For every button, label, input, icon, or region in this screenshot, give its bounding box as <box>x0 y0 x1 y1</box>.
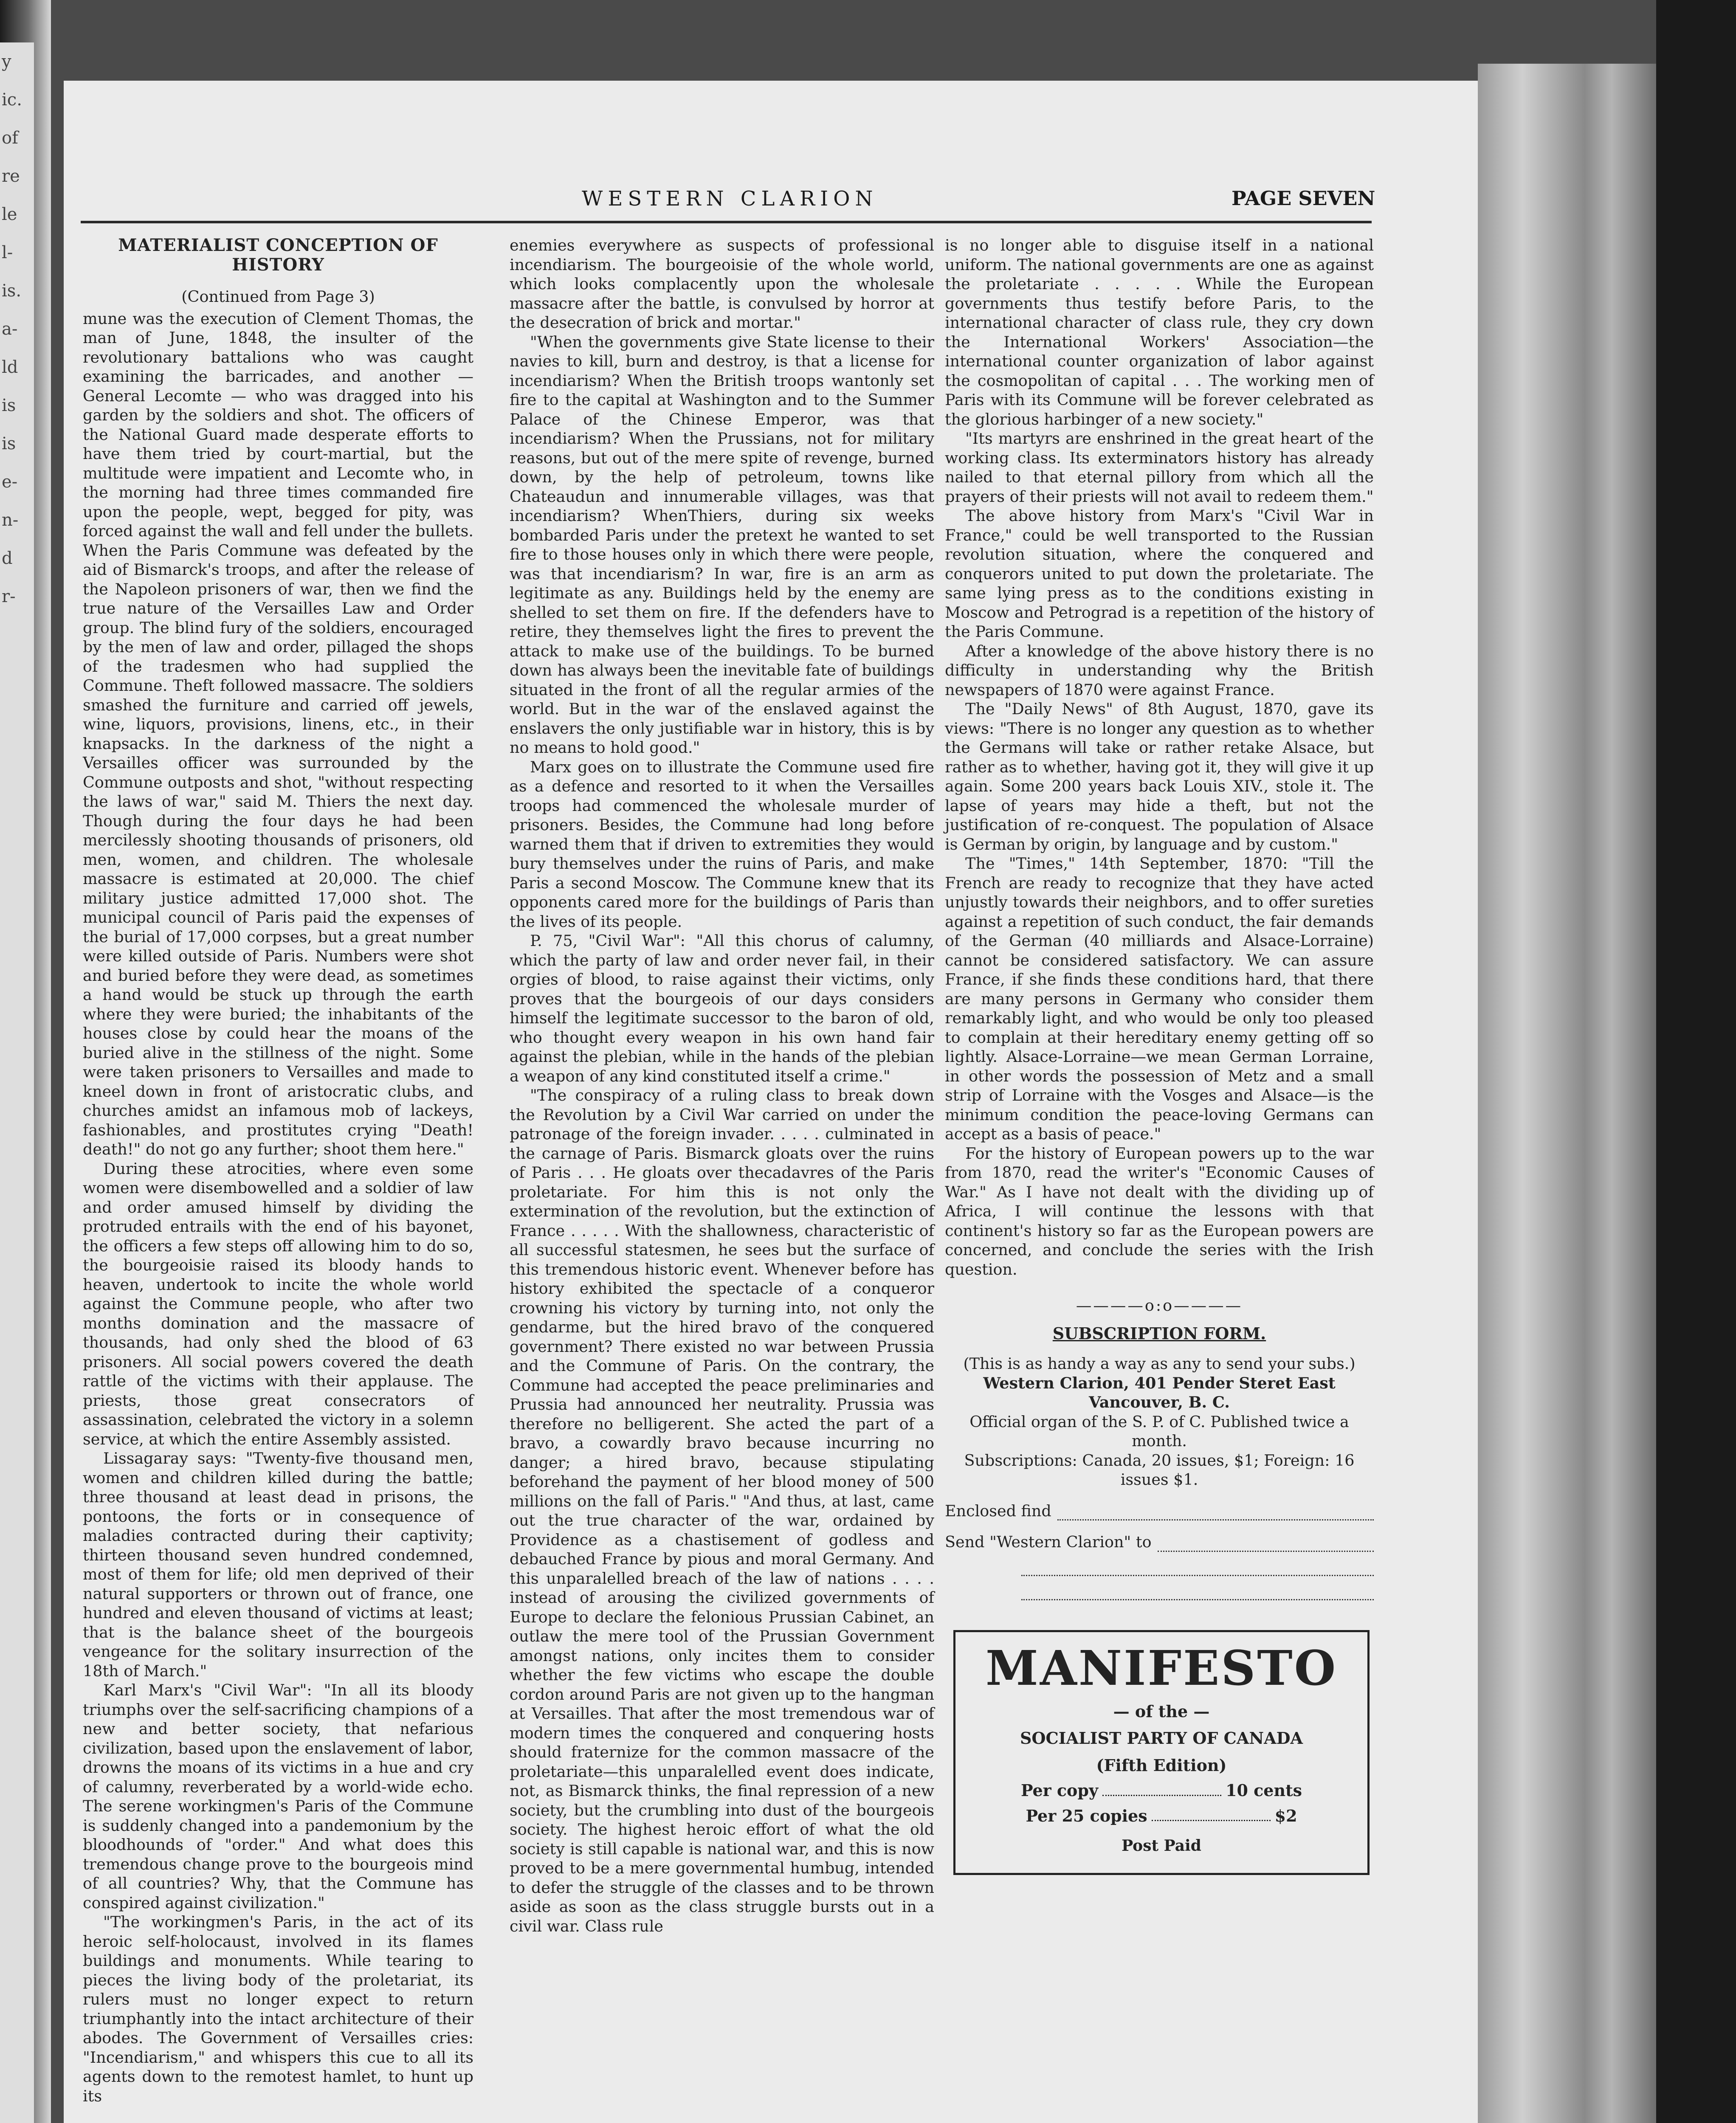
subscription-form <box>945 1324 1374 1600</box>
fragment-text: y <box>2 52 11 71</box>
paragraph: P. 75, "Civil War": "All this chorus of calumny, which the party of law and order never fail, in their orgies of blood, to raise against their victims, only proves that the bourgeois of our days considers himself the legitimate successor to the baron of old, who thought every weapon in his own hand fair against the plebian, while in the hands of the plebian a weapon of any kind constituted itself a crime." <box>510 932 934 1085</box>
paragraph: The above history from Marx's "Civil War in France," could be well transported to the Russian revolution situation, where the conquered and conquerors united to put down the proletariate. The same lying press as to the conditions existing in Moscow and Petrograd is a repetition of the history of the Paris Commune. <box>945 507 1374 641</box>
fragment-text: a- <box>2 319 18 339</box>
price-value: $2 <box>1274 1806 1297 1825</box>
manifesto-party: SOCIALIST PARTY OF CANADA <box>1020 1729 1303 1748</box>
paragraph: The "Daily News" of 8th August, 1870, gave its views: "There is no longer any question as to whether the Germans will take or rather retake Alsace, but rather as to whether, having got it, they will give it up again. Some 200 years back Louis XIV., stole it. The lapse of years may hide a theft, but not the justification of re-conquest. The population of Alsace is German by origin, by language and by custom." <box>945 700 1374 853</box>
subscription-rates: Subscriptions: Canada, 20 issues, $1; Foreign: 16 issues $1. <box>964 1451 1355 1489</box>
send-to-label: Send "Western Clarion" to <box>945 1533 1152 1551</box>
fragment-text: of <box>2 128 18 148</box>
price-label: Per 25 copies <box>1026 1806 1147 1825</box>
fragment-text: le <box>2 205 17 224</box>
fragment-text: n- <box>2 510 19 530</box>
paragraph: "When the governments give State license to their navies to kill, burn and destroy, is that a license for incendiarism? When the British troops wantonly set fire to the capital at Washington and to the Summer Palace of the Chinese Emperor, was that incendiarism? When the Prussians, not for military reasons, but out of the mere spite of revenge, burned down, by the help of petroleum, towns like Chateaudun and innumerable villages, was that incendiarism? WhenThiers, during six weeks bombarded Paris under the pretext he wanted to set fire to those houses only in which there were people, was that incendiarism? In war, fire is an arm as legitimate as any. Buildings held by the enemy are shelled to set them on fire. If the defenders have to retire, they themselves light the fires to prevent the attack to make use of the buildings. To be burned down has always been the inevitable fate of buildings situated in the front of all the regular armies of the world. But in the war of the enslaved against the enslavers the only justifiable war in history, this is by no means to hold good." <box>510 332 934 757</box>
fragment-text: d <box>2 549 13 568</box>
paragraph: Lissagaray says: "Twenty-five thousand men, women and children killed during the battle; three thousand at least dead in prisons, the pontoons, the forts or in consequence of maladies contracted during their captivity; thirteen thousand seven hundred condemned, most of them for life; old men deprived of their natural supporters or thrown out of france, one hundred and eleven thousand of victims at least; that is the balance sheet of the bourgeois vengeance for the solitary insurrection of the 18th of March." <box>83 1449 473 1680</box>
paragraph: The "Times," 14th September, 1870: "Till the French are ready to recognize that they have acted unjustly towards their neighbors, and to offer sureties against a repetition of such conduct, the fair demands of the German (40 milliards and Alsace-Lorraine) cannot be considered satisfactory. We can assure France, if she finds these conditions hard, that there are many persons in Germany who consider them remarkably light, and who would be only too pleased to complain at their hereditary enemy getting off so lightly. Alsace-Lorraine—we mean German Lorraine, in other words the possession of Metz and a small strip of Lorraine with the Vosges and Alsace—is the minimum condition the peace-loving Germans can accept as a basis of peace." <box>945 854 1374 1143</box>
price-per-copy <box>968 1781 1355 1800</box>
section-divider: ————o:o———— <box>1076 1296 1243 1315</box>
paragraph: For the history of European powers up to the war from 1870, read the writer's "Economic Causes of War." As I have not dealt with the dividing up of Africa, I will continue the lessons with that continent's history so far as the European powers are concerned, and conclude the series with the Irish question. <box>945 1144 1374 1278</box>
paragraph: enemies everywhere as suspects of professional incendiarism. The bourgeoisie of the whole world, which looks complacently upon the wholesale massacre after the battle, is convulsed by horror at the desecration of brick and mortar." <box>510 236 934 332</box>
manifesto-edition: (Fifth Edition) <box>1096 1755 1227 1775</box>
article-column-1 <box>83 236 473 2106</box>
article-column-2 <box>510 236 934 1936</box>
article-title: MATERIALIST CONCEPTION OF HISTORY <box>118 235 438 275</box>
paragraph: "The conspiracy of a ruling class to break down the Revolution by a Civil War carried on under the patronage of the foreign invader. . . . . culminated in the carnage of Paris. Bismarck gloats over the ruins of Paris . . . He gloats over thecadavres of the Paris proletariate. For him this is not only the extermination of the revolution, but the extinction of France . . . . . With the shallowness, characteristic of all successful statesmen, he sees but the surface of this tremendous historic event. Whenever before has history exhibited the spectacle of a conqueror crowning his victory by turning into, not only the gendarme, but the hired bravo of the conquered government? There existed no war between Prussia and the Commune of Paris. On the contrary, the Commune had accepted the peace preliminaries and Prussia had announced her neutrality. Prussia was therefore no belligerent. She acted the part of a bravo, a cowardly bravo because incurring no danger; a hired bravo, because stipulating beforehand the payment of her blood money of 500 millions on the fall of Paris." "And thus, at last, came out the true character of the war, ordained by Providence as a chastisement of godless and debauched France by pious and moral Germany. And this unparalelled breach of the law of nations . . . . instead of arousing the civilized governments of Europe to declare the felonious Prussian Cabinet, an outlaw the mere tool of the Prussian Government amongst nations, only incites them to consider whether the few victims who escape the double cordon around Paris are not given up to the hangman at Versailles. That after the most tremendous war of modern times the conquered and conquering hosts should fraternize for the common massacre of the proletariate—this unparalelled event does indicate, not, as Bismarck thinks, the final repression of a new society, but the crumbling into dust of the bourgeois society. The highest heroic effort of what the old society is still capable is national war, and this is now proved to be a mere governmental humbug, intended to defer the struggle of the classes and to be thrown aside as soon as the class struggle bursts out in a civil war. Class rule <box>510 1086 934 1935</box>
price-per-25 <box>968 1806 1355 1826</box>
continued-note: (Continued from Page 3) <box>181 287 375 306</box>
price-label: Per copy <box>1020 1781 1099 1800</box>
subscription-official: Official organ of the S. P. of C. Published twice a month. <box>969 1412 1349 1450</box>
subscription-address: Western Clarion, 401 Pender Steret East <box>983 1374 1336 1392</box>
enclosed-field[interactable] <box>945 1501 1374 1521</box>
price-leader <box>1102 1781 1221 1796</box>
fragment-text: is <box>2 396 16 415</box>
manifesto-title: MANIFESTO <box>985 1640 1338 1696</box>
subscription-title: SUBSCRIPTION FORM. <box>1052 1323 1266 1343</box>
paragraph: During these atrocities, where even some women were disembowelled and a soldier of law and order amused himself by dividing the protruded entrails with the end of his bayonet, the officers a few steps off allowing him to do so, the bourgeoisie raised its bloody hands to heaven, undertook to incite the whole world against the Commune people, who after two months domination and the massacre of thousands, had only shed the blood of 63 prisoners. All social powers covered the death rattle of the victims with their applause. The priests, those great consecrators of assassination, celebrated the victory in a solemn service, at which the entire Assembly assisted. <box>83 1159 473 1448</box>
fragment-text: is. <box>2 281 22 301</box>
enclosed-blank[interactable] <box>1057 1506 1374 1520</box>
paragraph: "Its martyrs are enshrined in the great heart of the working class. Its exterminators history has already nailed to that eternal pillory from which all the prayers of their priests will not avail to redeem them." <box>945 429 1374 506</box>
scan-edge <box>1656 0 1736 2123</box>
fragment-text: r- <box>2 587 16 606</box>
page-number: PAGE SEVEN <box>1232 187 1375 210</box>
send-to-blank[interactable] <box>1158 1538 1374 1552</box>
address-blank[interactable] <box>1021 1586 1374 1600</box>
paragraph: mune was the execution of Clement Thomas, the man of June, 1848, the insulter of the revolutionary battalions who was caught examining the barricades, and another — General Lecomte — who was dragged into his garden by the soldiers and shot. The officers of the National Guard made desperate efforts to have them tried by court-martial, but the multitude were impatient and Lecomte who, in the morning had three times commanded fire upon the people, wept, begged for pity, was forced against the wall and fell under the bullets. When the Paris Commune was defeated by the aid of Bismarck's troops, and after the release of the Napoleon prisoners of war, then we find the true nature of the Versailles Law and Order group. The blind fury of the soldiers, encouraged by the men of law and order, pillaged the shops of the tradesmen who had supplied the Commune. Theft followed massacre. The soldiers smashed the furniture and carried off jewels, wine, liquors, provisions, linens, etc., in their knapsacks. In the darkness of the night a Versailles officer was surrounded by the Commune outposts and shot, "without respecting the laws of war," said M. Thiers the next day. Though during the four days he had been mercilessly shooting thousands of prisoners, old men, women, and children. The wholesale massacre is estimated at 20,000. The chief military justice admitted 17,000 shot. The municipal council of Paris paid the expenses of the burial of 17,000 corpses, but a great number were killed outside of Paris. Numbers were shot and buried before they were dead, as sometimes a hand would be stuck up through the earth where they were buried; the inhabitants of the houses close by could hear the moans of the buried alive in the stillness of the night. Some were taken prisoners to Versailles and made to kneel down in front of aristocratic clubs, and churches amidst an infamous mob of lackeys, fashionables, and prostitutes crying "Death! death!" do not go any further; shoot them here." <box>83 309 473 1158</box>
price-value: 10 cents <box>1226 1781 1302 1800</box>
fragment-text: e- <box>2 472 18 492</box>
subscription-note: (This is as handy a way as any to send your subs.) <box>963 1354 1356 1373</box>
paragraph: Marx goes on to illustrate the Commune used fire as a defence and resorted to it when the Versailles troops had commenced the wholesale murder of prisoners. Besides, the Commune had long before warned them that if driven to extremities they would bury themselves under the ruins of Paris, and make Paris a second Moscow. The Commune knew that its opponents cared more for the buildings of Paris than the lives of its people. <box>510 757 934 931</box>
manifesto-ad <box>953 1630 1370 1875</box>
post-paid: Post Paid <box>1122 1837 1201 1855</box>
enclosed-label: Enclosed find <box>945 1501 1051 1520</box>
fragment-text: l- <box>2 243 13 262</box>
paragraph: After a knowledge of the above history there is no difficulty in understanding why the British newspapers of 1870 were against France. <box>945 642 1374 699</box>
fragment-text: re <box>2 166 20 186</box>
masthead: WESTERN CLARION <box>582 187 878 211</box>
fragment-text: is <box>2 434 16 453</box>
manifesto-of-the: — of the — <box>1113 1701 1210 1721</box>
paragraph: "The workingmen's Paris, in the act of its heroic self-holocaust, involved in its flames buildings and monuments. While tearing to pieces the living body of the proletariat, its rulers must no longer expect to return triumphantly into the intact architecture of their abodes. The Government of Versailles cries: "Incendiarism," and whispers this cue to all its agents down to the remotest hamlet, to hunt up its <box>83 1913 473 2105</box>
fragment-text: ld <box>2 358 18 377</box>
binding-spine <box>1478 64 1656 2123</box>
address-blank[interactable] <box>1021 1562 1374 1576</box>
article-column-3 <box>945 236 1374 1875</box>
paragraph: Karl Marx's "Civil War": "In all its bloody triumphs over the self-sacrificing champions of a new and better society, that nefarious civilization, based upon the enslavement of labor, drowns the moans of its victims in a hue and cry of calumny, reverberated by a world-wide echo. The serene workingmen's Paris of the Commune is suddenly changed into a pandemonium by the bloodhounds of "order." And what does this tremendous change prove to the bourgeois mind of all countries? Why, that the Commune has conspired against civilization." <box>83 1681 473 1912</box>
send-to-field[interactable] <box>945 1532 1374 1552</box>
fragment-text: ic. <box>2 90 22 110</box>
subscription-city: Vancouver, B. C. <box>1088 1393 1230 1411</box>
header-rule <box>81 221 1372 223</box>
price-leader <box>1152 1806 1271 1822</box>
paragraph: is no longer able to disguise itself in a national uniform. The national governments are one as against the proletariate . . . . . While the European governments thus testify before Paris, to the international character of class rule, they cry down the International Workers' Association—the international counter organization of labor against the cosmopolitan of capital . . . The working men of Paris with its Commune will be forever celebrated as the glorious harbinger of a new society." <box>945 236 1374 428</box>
adjacent-page-fragment <box>0 42 34 2123</box>
